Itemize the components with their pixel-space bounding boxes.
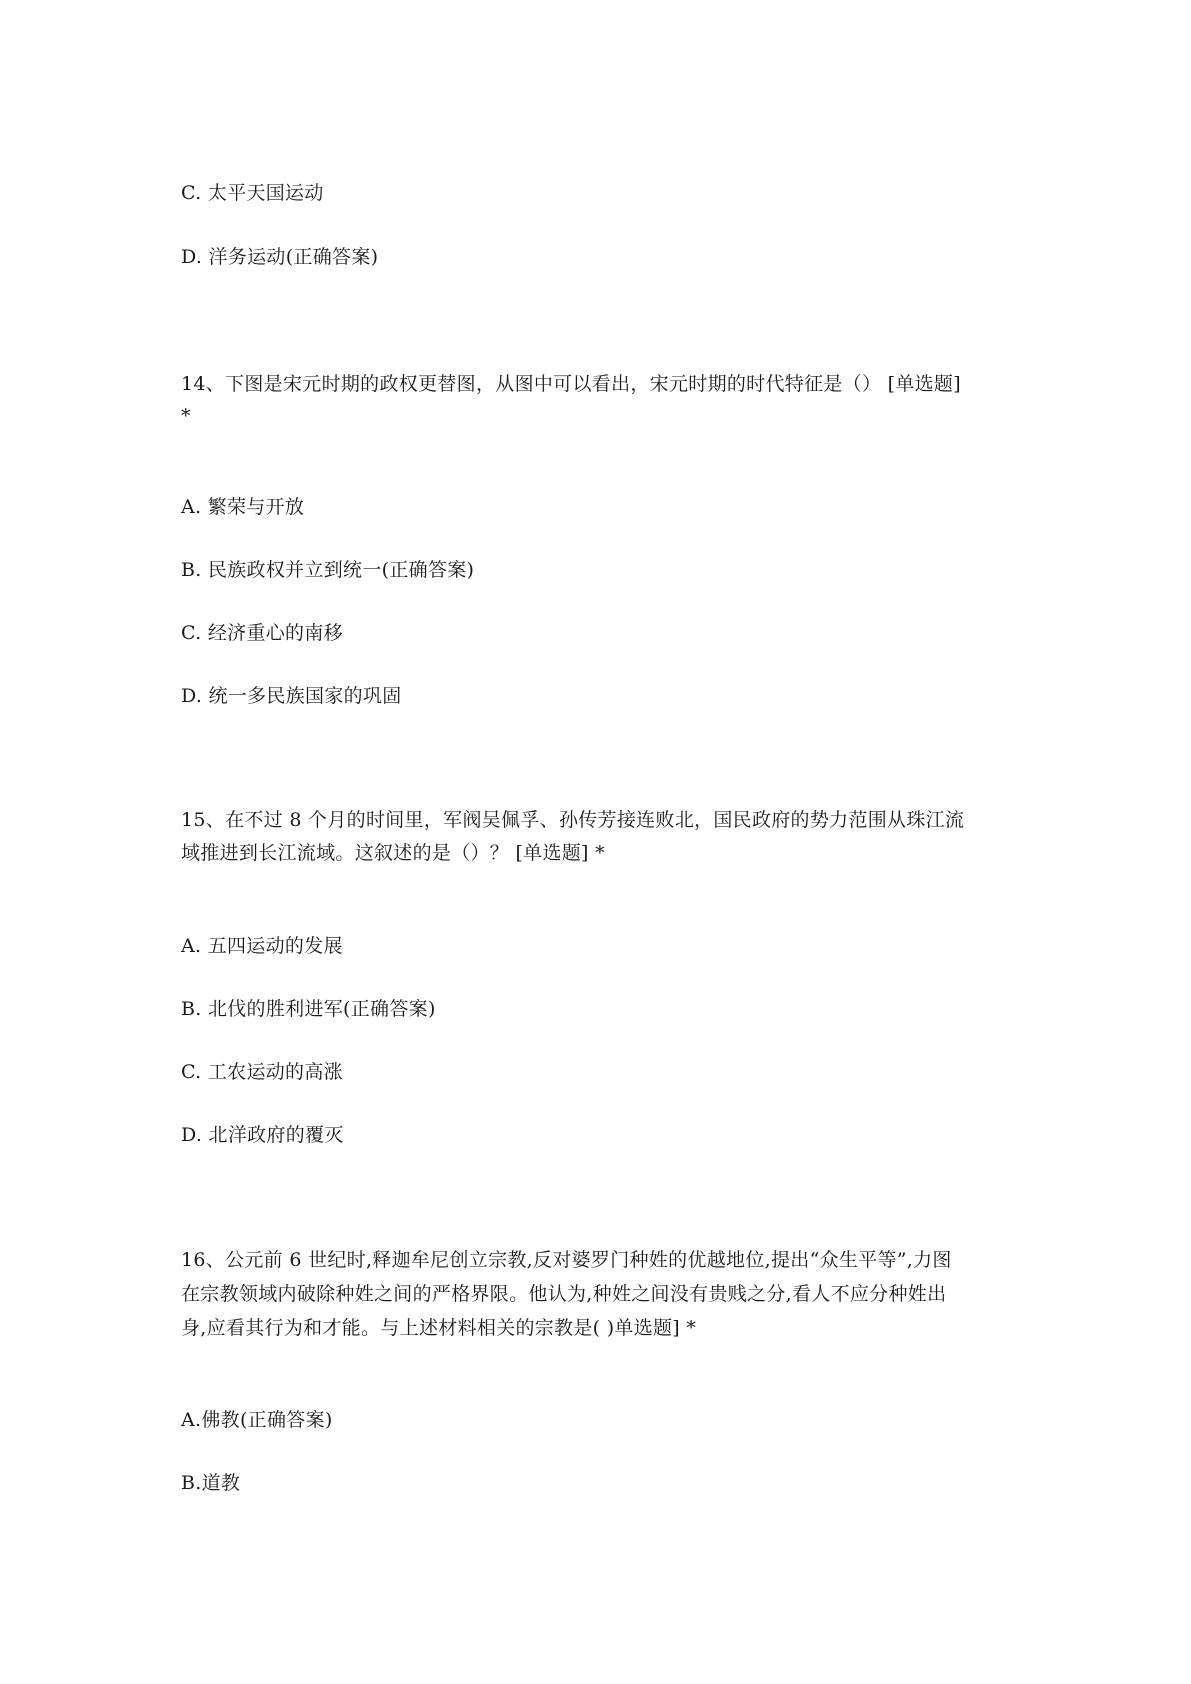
q16-stem-line-3: 身,应看其行为和才能。与上述材料相关的宗教是( )单选题] * — [181, 1317, 697, 1339]
q14-option-d: D. 统一多民族国家的巩固 — [181, 685, 402, 707]
q14-stem-line-1: 14、下图是宋元时期的政权更替图，从图中可以看出，宋元时期的时代特征是（） [单选题] — [181, 373, 961, 395]
q15-option-a: A. 五四运动的发展 — [181, 935, 343, 957]
q16-stem-line-2: 在宗教领域内破除种姓之间的严格界限。他认为,种姓之间没有贵贱之分,看人不应分种姓出 — [181, 1283, 947, 1305]
q13-option-c: C. 太平天国运动 — [181, 182, 324, 204]
q13-option-d: D. 洋务运动(正确答案) — [181, 246, 379, 268]
q16-option-a: A.佛教(正确答案) — [181, 1409, 333, 1431]
q14-option-b: B. 民族政权并立到统一(正确答案) — [181, 559, 475, 581]
q16-stem-line-1: 16、公元前 6 世纪时,释迦牟尼创立宗教,反对婆罗门种姓的优越地位,提出“众生平等”,力图 — [181, 1249, 952, 1271]
q14-option-c: C. 经济重心的南移 — [181, 622, 343, 644]
q14-option-a: A. 繁荣与开放 — [181, 496, 305, 518]
q14-stem-line-2: * — [181, 405, 191, 427]
q15-stem-line-2: 域推进到长江流域。这叙述的是（）？ [单选题] * — [181, 842, 605, 864]
q15-stem-line-1: 15、在不过 8 个月的时间里，军阀吴佩孚、孙传芳接连败北，国民政府的势力范围从珠江流 — [181, 809, 965, 831]
q15-option-d: D. 北洋政府的覆灭 — [181, 1124, 344, 1146]
q15-option-b: B. 北伐的胜利进军(正确答案) — [181, 998, 436, 1020]
q15-option-c: C. 工农运动的高涨 — [181, 1061, 343, 1083]
q16-option-b: B.道教 — [181, 1472, 241, 1494]
